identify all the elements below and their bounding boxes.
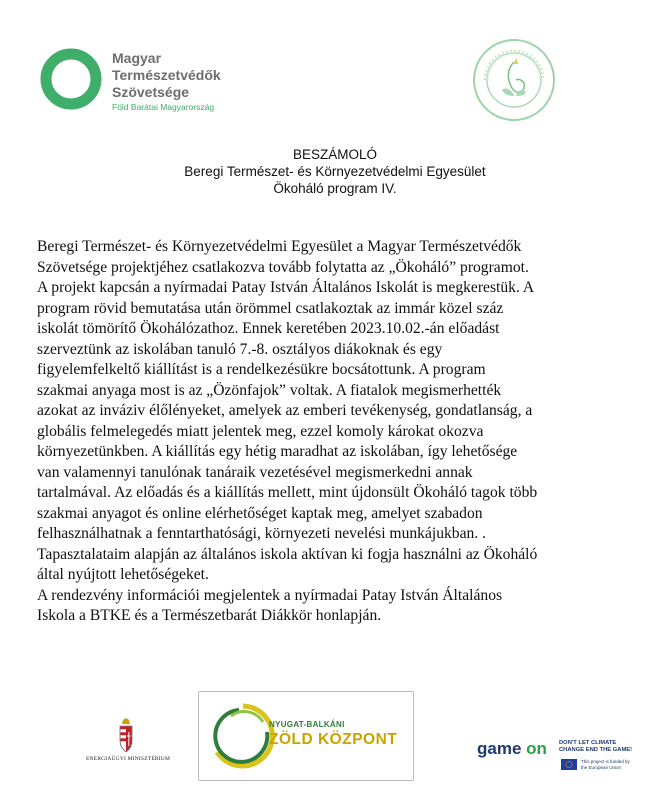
body-line: Szövetsége projektjéhez csatlakozva tovább folytatta az „Ökoháló” programot. (37, 258, 529, 276)
body-line: program rövid bemutatása után örömmel csatlakoztak az immár közel száz (37, 299, 504, 317)
green-ring-icon (38, 46, 104, 112)
game-on-wordmark (477, 739, 547, 759)
eu-funding-text: This project is funded by the European Union (581, 759, 630, 770)
body-line: Iskola a BTKE és a Természetbarát Diákkör honlapján. (37, 607, 382, 624)
game-on-tagline: DON'T LET CLIMATE CHANGE END THE GAME! (559, 740, 633, 753)
body-line: globális felmelegedés miatt jelentek meg, ezzel komoly károkat okozva (37, 422, 484, 440)
body-line: A rendezvény információi megjelentek a nyírmadai Patay István Általános (37, 586, 503, 604)
ministry-label: ENERGIAÜGYI MINISZTÉRIUM (85, 756, 171, 762)
report-title: BESZÁMOLÓ (292, 147, 378, 162)
zk-region: NYUGAT-BALKÁNI (269, 720, 345, 729)
body-line: környezetünkben. A kiállítás egy hétig maradhat az iskolában, így lehetősége (37, 443, 518, 460)
report-paragraph (37, 237, 637, 627)
report-body (37, 237, 637, 627)
zk-name: ZÖLD KÖZPONT (269, 731, 398, 748)
body-line: figyelemfelkeltő kiállítást is a rendelkezésükre bocsátottunk. A program (37, 361, 486, 378)
mtvsz-name (112, 50, 221, 101)
hungarian-coat-of-arms-icon (117, 718, 135, 754)
program-name: Ökoháló program IV. (273, 181, 397, 196)
zold-kozpont-logo (198, 691, 414, 781)
report-title-block (0, 146, 670, 197)
body-line: által nyújtott lehetőségeket. (37, 566, 209, 583)
yellow-green-ring-icon (209, 702, 277, 770)
body-line: szakmai anyagot és online elérhetőséget kaptak meg, amelyet szabadon (37, 504, 483, 522)
association-seal-icon (472, 38, 556, 122)
mtvsz-line-2: Természetvédők (112, 67, 221, 83)
mtvsz-line-1: Magyar (112, 50, 162, 66)
game-on-word-on: on (526, 739, 547, 758)
body-line: szerveztünk az iskolában tanuló 7.-8. osztályos diákoknak és egy (37, 340, 443, 358)
game-on-word-game: game (477, 739, 522, 758)
body-line: A projekt kapcsán a nyírmadai Patay István Általános Iskolát is megkerestük. A (37, 279, 535, 296)
ministry-logo (83, 718, 173, 768)
body-line: szakmai anyaga most is az „Özönfajok” voltak. A fiatalok megismerhették (37, 381, 502, 399)
body-line: azokat az inváziv élőlényeket, amelyek az emberi tevékenység, gondatlanság, a (37, 402, 533, 419)
body-line: felhasználhatnak a fenntarthatósági, környezeti nevelési munkájukban. . (37, 525, 487, 542)
body-line: tartalmával. Az előadás és a kiállítás mellett, mint újdonsült Ökoháló tagok több (37, 484, 538, 501)
eu-flag-icon (561, 759, 577, 770)
game-on-logo (477, 737, 637, 779)
body-line: van valamennyi tanulónak tanáraik vezetésével megismerkedni annak (37, 463, 473, 481)
mtvsz-line-3: Szövetsége (112, 84, 190, 100)
organization-name: Beregi Természet- és Környezetvédelmi Egyesület (184, 164, 486, 179)
mtvsz-logo (38, 46, 268, 116)
body-line: Tapasztalataim alapján az általános iskola aktívan ki fogja használni az Ökoháló (37, 545, 538, 563)
body-line: Beregi Természet- és Környezetvédelmi Egyesület a Magyar Természetvédők (37, 238, 522, 255)
mtvsz-subtitle: Föld Barátai Magyarország (112, 102, 215, 112)
body-line: iskolát tömörítő Ökohálózathoz. Ennek keretében 2023.10.02.-án előadást (37, 320, 500, 337)
